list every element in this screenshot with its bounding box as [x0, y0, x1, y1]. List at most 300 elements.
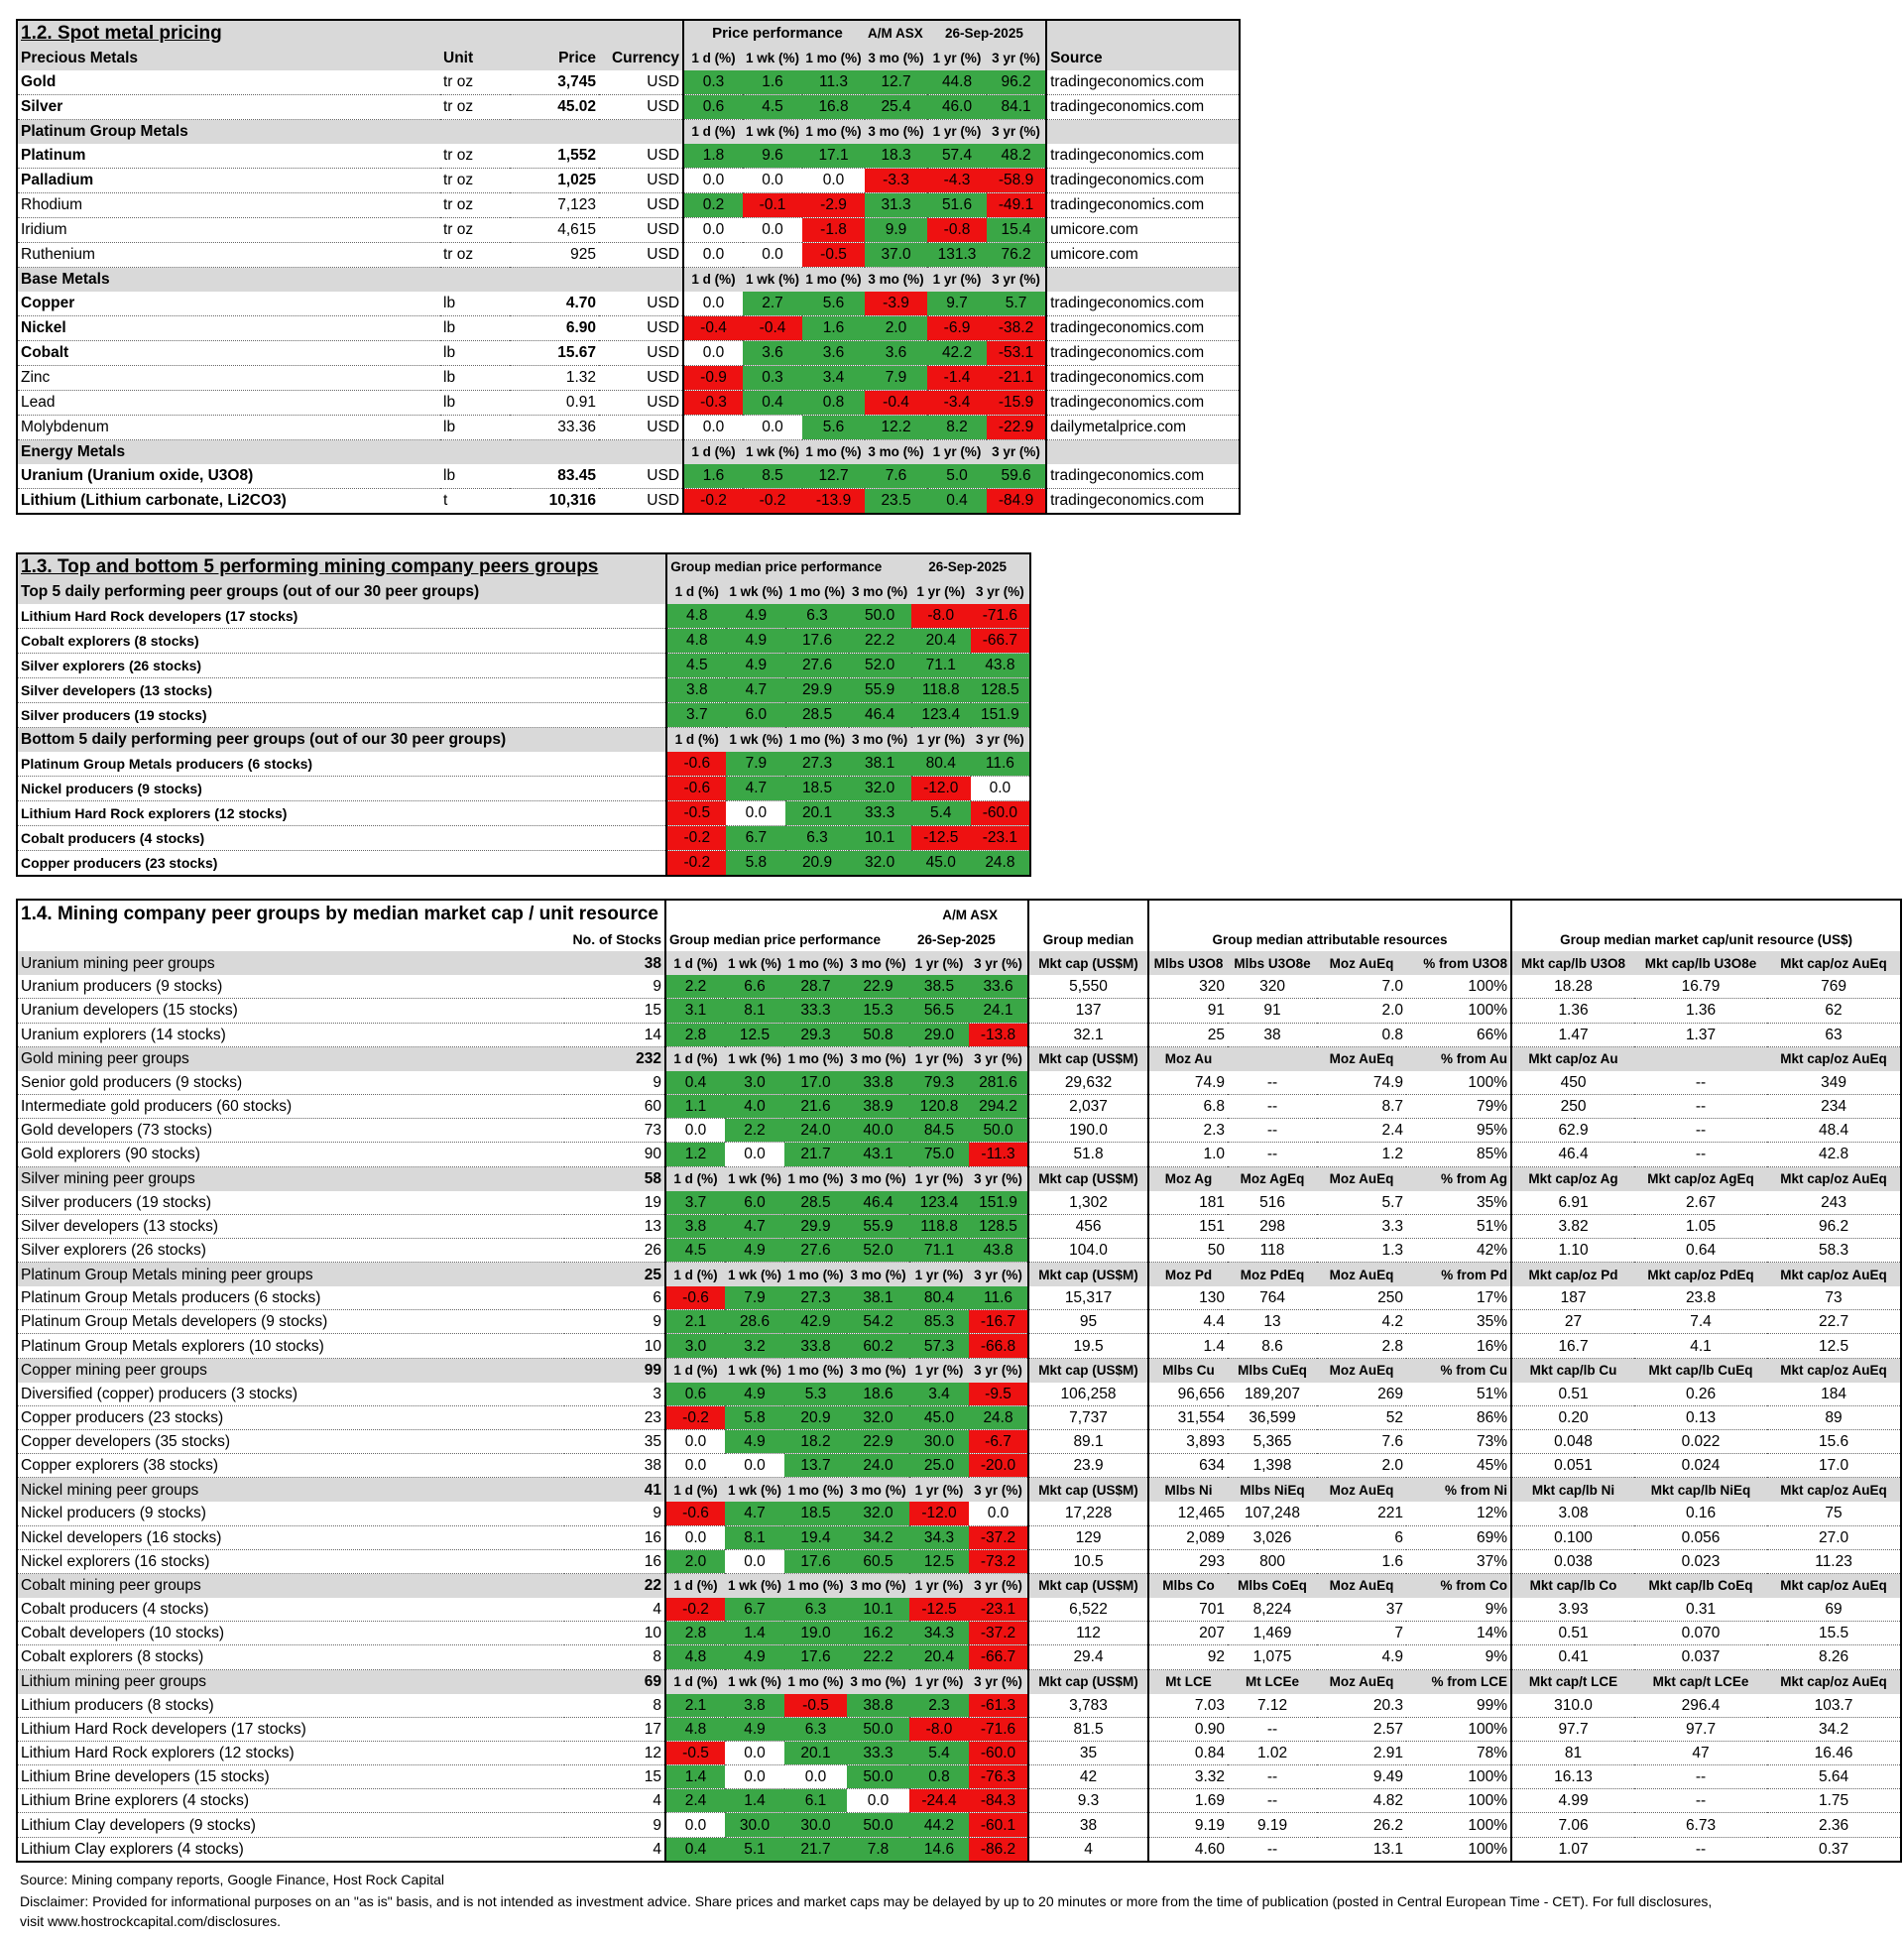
- perf-cell: 45.0: [911, 851, 971, 877]
- perf-cell: 38.8: [847, 1694, 909, 1718]
- peer-group-name: Cobalt producers (4 stocks): [17, 1598, 564, 1622]
- table-row: [17, 1094, 1901, 1118]
- perf-cell: 21.6: [784, 1094, 847, 1118]
- unit: lb: [440, 341, 510, 366]
- metric-value: 13: [1228, 1310, 1317, 1334]
- perf-cell: -73.2: [969, 1549, 1028, 1573]
- perf-header: 1 yr (%): [909, 1263, 969, 1287]
- blank: [1028, 900, 1148, 928]
- metric-header: Moz Pd: [1148, 1263, 1228, 1287]
- perf-cell: 85.3: [909, 1310, 969, 1334]
- metric-value: 634: [1148, 1454, 1228, 1478]
- metric-value: 48.4: [1767, 1119, 1901, 1143]
- source: tradingeconomics.com: [1046, 169, 1240, 193]
- perf-cell: 28.6: [725, 1310, 784, 1334]
- metric-header: Mkt cap/oz AuEq: [1767, 1166, 1901, 1191]
- date-label: 26-Sep-2025: [945, 26, 1023, 41]
- metric-value: 4.82: [1317, 1789, 1406, 1813]
- metric-header: Mkt cap/oz Ag: [1511, 1166, 1634, 1191]
- peer-group-name: Lithium Clay developers (9 stocks): [17, 1813, 564, 1837]
- perf-cell: 20.9: [785, 851, 848, 877]
- metric-value: 7.06: [1511, 1813, 1634, 1837]
- perf-cell: 19.4: [784, 1525, 847, 1549]
- perf-cell: 120.8: [909, 1094, 969, 1118]
- stock-count: 9: [564, 975, 665, 999]
- peer-group-name: Platinum Group Metals producers (6 stocks): [17, 1286, 564, 1310]
- perf-cell: -0.2: [666, 851, 726, 877]
- perf-cell: 7.9: [726, 752, 785, 777]
- source: tradingeconomics.com: [1046, 489, 1240, 515]
- perf-cell: 1.6: [802, 316, 865, 341]
- group-header-row: [17, 1166, 1901, 1191]
- table-row: [17, 1837, 1901, 1862]
- metric-header: Moz AuEq: [1317, 1358, 1406, 1383]
- perf-header: 3 mo (%): [865, 268, 927, 293]
- metric-value: 4.9: [1317, 1645, 1406, 1669]
- metric-header: Moz AuEq: [1317, 951, 1406, 975]
- perf-cell: 50.0: [847, 1717, 909, 1741]
- metal-name: Ruthenium: [17, 243, 440, 268]
- perf-cell: 17.6: [785, 629, 848, 654]
- metric-header: Mkt cap (US$M): [1028, 1478, 1148, 1503]
- metric-value: 16.79: [1634, 975, 1767, 999]
- metric-value: 104.0: [1028, 1238, 1148, 1262]
- perf-cell: 13.7: [784, 1454, 847, 1478]
- perf-header: 3 yr (%): [969, 1669, 1028, 1694]
- perf-header: 1 yr (%): [909, 1478, 969, 1503]
- perf-cell: 20.4: [911, 629, 971, 654]
- perf-cell: 29.3: [784, 1023, 847, 1046]
- perf-cell: 34.2: [847, 1525, 909, 1549]
- perf-cell: -0.9: [683, 366, 743, 391]
- metric-value: 2.8: [1317, 1334, 1406, 1358]
- metric-header: [1634, 1046, 1767, 1071]
- mktcap-title: Group median market cap/unit resource (US$): [1511, 928, 1901, 951]
- perf-cell: 4.7: [726, 777, 785, 801]
- metric-value: 1.36: [1511, 999, 1634, 1023]
- perf-cell: 38.1: [847, 1286, 909, 1310]
- metric-value: 0.022: [1634, 1430, 1767, 1454]
- perf-cell: 34.3: [909, 1622, 969, 1645]
- perf-cell: 0.0: [971, 777, 1030, 801]
- metric-value: 12,465: [1148, 1502, 1228, 1525]
- metric-header: % from Ag: [1406, 1166, 1511, 1191]
- metric-value: 207: [1148, 1622, 1228, 1645]
- perf-cell: -0.5: [802, 243, 865, 268]
- perf-cell: 18.5: [785, 777, 848, 801]
- unit: tr oz: [440, 70, 510, 95]
- perf-cell: 27.3: [784, 1286, 847, 1310]
- metric-value: 4.60: [1148, 1837, 1228, 1862]
- metric-value: 97.7: [1511, 1717, 1634, 1741]
- metric-value: 3.93: [1511, 1598, 1634, 1622]
- metric-value: 11.23: [1767, 1549, 1901, 1573]
- metric-header: Mkt cap/oz AuEq: [1767, 1263, 1901, 1287]
- metric-value: 100%: [1406, 1071, 1511, 1095]
- perf-cell: 3.4: [802, 366, 865, 391]
- metric-value: 118: [1228, 1238, 1317, 1262]
- metric-header: Mkt cap (US$M): [1028, 1263, 1148, 1287]
- metric-value: 320: [1228, 975, 1317, 999]
- perf-cell: 0.4: [927, 489, 987, 515]
- metric-value: 26.2: [1317, 1813, 1406, 1837]
- perf-cell: 3.4: [909, 1383, 969, 1406]
- metric-value: 16%: [1406, 1334, 1511, 1358]
- metric-value: 17%: [1406, 1286, 1511, 1310]
- perf-header: 1 mo (%): [784, 1166, 847, 1191]
- perf-cell: 32.0: [849, 851, 911, 877]
- peer-group-name: Gold explorers (90 stocks): [17, 1143, 564, 1166]
- metric-value: 51%: [1406, 1214, 1511, 1238]
- perf-cell: 4.9: [725, 1383, 784, 1406]
- perf-cell: 0.4: [743, 391, 802, 416]
- perf-cell: 0.0: [784, 1765, 847, 1789]
- group-name: Gold mining peer groups: [17, 1046, 564, 1071]
- peer-group-name: Lithium Hard Rock developers (17 stocks): [17, 604, 666, 629]
- metric-value: 130: [1148, 1286, 1228, 1310]
- perf-cell: 2.2: [665, 975, 725, 999]
- table-row: [17, 218, 1240, 243]
- metric-value: 27.0: [1767, 1525, 1901, 1549]
- perf-header: 1 yr (%): [927, 440, 987, 465]
- perf-cell: 0.8: [802, 391, 865, 416]
- perf-cell: 50.0: [969, 1119, 1028, 1143]
- perf-cell: -0.3: [683, 391, 743, 416]
- perf-cell: 0.4: [665, 1837, 725, 1862]
- perf-cell: 0.0: [665, 1119, 725, 1143]
- source: tradingeconomics.com: [1046, 366, 1240, 391]
- metal-name: Nickel: [17, 316, 440, 341]
- table-row: [17, 243, 1240, 268]
- perf-cell: 71.1: [911, 654, 971, 678]
- perf-cell: 6.3: [785, 604, 848, 629]
- metric-value: --: [1228, 1789, 1317, 1813]
- metric-value: 5.64: [1767, 1765, 1901, 1789]
- perf-cell: -71.6: [971, 604, 1030, 629]
- metric-value: 31,554: [1148, 1405, 1228, 1429]
- perf-cell: -12.5: [909, 1598, 969, 1622]
- table-row: [17, 1502, 1901, 1525]
- stock-count: 60: [564, 1094, 665, 1118]
- peer-group-name: Platinum Group Metals developers (9 stocks): [17, 1310, 564, 1334]
- peer-group-name: Uranium explorers (14 stocks): [17, 1023, 564, 1046]
- metric-value: 3.08: [1511, 1502, 1634, 1525]
- metric-value: 74.9: [1148, 1071, 1228, 1095]
- perf-cell: 3.7: [666, 703, 726, 728]
- perf-cell: 50.0: [849, 604, 911, 629]
- perf-cell: 22.2: [849, 629, 911, 654]
- perf-cell: 30.0: [784, 1813, 847, 1837]
- perf-cell: 38.1: [849, 752, 911, 777]
- perf-cell: 28.5: [784, 1191, 847, 1215]
- perf-header: 1 mo (%): [802, 268, 865, 293]
- perf-cell: 2.2: [725, 1119, 784, 1143]
- metric-value: 15.5: [1767, 1622, 1901, 1645]
- unit: t: [440, 489, 510, 515]
- metric-header: Moz AuEq: [1317, 1166, 1406, 1191]
- metric-value: 456: [1028, 1214, 1148, 1238]
- metric-value: 100%: [1406, 975, 1511, 999]
- perf-cell: 45.0: [909, 1405, 969, 1429]
- metric-value: 100%: [1406, 999, 1511, 1023]
- metric-value: 95%: [1406, 1119, 1511, 1143]
- perf-header: 1 d (%): [683, 268, 743, 293]
- perf-header: 1 wk (%): [725, 1478, 784, 1503]
- metric-header: Mkt cap/oz AuEq: [1767, 1046, 1901, 1071]
- perf-header: 3 yr (%): [971, 728, 1030, 753]
- perf-header: 3 yr (%): [969, 1263, 1028, 1287]
- metric-value: 0.023: [1634, 1549, 1767, 1573]
- metric-value: 1.75: [1767, 1789, 1901, 1813]
- perf-cell: 75.0: [909, 1143, 969, 1166]
- source: dailymetalprice.com: [1046, 416, 1240, 440]
- perf-cell: 4.9: [725, 1430, 784, 1454]
- unit: lb: [440, 292, 510, 316]
- perf-cell: 33.3: [849, 801, 911, 826]
- perf-cell: -0.2: [743, 489, 802, 515]
- peer-group-name: Copper explorers (38 stocks): [17, 1454, 564, 1478]
- currency: USD: [599, 416, 683, 440]
- perf-header: 3 mo (%): [865, 47, 927, 70]
- peer-group-name: Copper producers (23 stocks): [17, 1405, 564, 1429]
- currency: USD: [599, 391, 683, 416]
- perf-cell: 22.2: [847, 1645, 909, 1669]
- perf-header: 1 d (%): [665, 1166, 725, 1191]
- metric-value: --: [1634, 1143, 1767, 1166]
- perf-cell: 46.4: [849, 703, 911, 728]
- stock-count: 3: [564, 1383, 665, 1406]
- stock-count: 73: [564, 1119, 665, 1143]
- perf-cell: 2.0: [665, 1549, 725, 1573]
- metric-header: Mkt cap/oz AuEq: [1767, 1669, 1901, 1694]
- metric-value: 25: [1148, 1023, 1228, 1046]
- perf-cell: 55.9: [849, 678, 911, 703]
- metric-value: 2.67: [1634, 1191, 1767, 1215]
- group-stock-count: 38: [564, 951, 665, 975]
- perf-cell: 3.6: [802, 341, 865, 366]
- perf-header: 1 wk (%): [725, 1358, 784, 1383]
- table-row: [17, 489, 1240, 515]
- table-row: [17, 1310, 1901, 1334]
- metric-value: 45%: [1406, 1454, 1511, 1478]
- stock-count: 4: [564, 1789, 665, 1813]
- perf-header: 1 d (%): [665, 1358, 725, 1383]
- peer-group-name: Nickel explorers (16 stocks): [17, 1549, 564, 1573]
- perf-header: 3 mo (%): [865, 440, 927, 465]
- peer-group-name: Lithium Hard Rock explorers (12 stocks): [17, 801, 666, 826]
- stock-count: 9: [564, 1310, 665, 1334]
- perf-header: 1 wk (%): [743, 120, 802, 145]
- perf-cell: 50.0: [847, 1813, 909, 1837]
- price: 45.02: [510, 95, 599, 120]
- perf-cell: -84.9: [987, 489, 1046, 515]
- metric-value: 5,550: [1028, 975, 1148, 999]
- metric-value: 6.73: [1634, 1813, 1767, 1837]
- perf-header: 3 mo (%): [847, 1573, 909, 1598]
- exchange-cell: A/M ASX: [665, 900, 1028, 928]
- metric-value: 3.3: [1317, 1214, 1406, 1238]
- perf-cell: 3.2: [725, 1334, 784, 1358]
- perf-cell: 0.0: [969, 1502, 1028, 1525]
- table-row: [17, 391, 1240, 416]
- perf-cell: -0.5: [784, 1694, 847, 1718]
- metric-value: 2.0: [1317, 1454, 1406, 1478]
- source: tradingeconomics.com: [1046, 341, 1240, 366]
- table-row: [17, 1622, 1901, 1645]
- metric-value: 1,469: [1228, 1622, 1317, 1645]
- perf-header: 3 mo (%): [847, 1478, 909, 1503]
- group-header-row: [17, 440, 1240, 465]
- table-row: [17, 1549, 1901, 1573]
- perf-title-group: [665, 928, 1028, 951]
- metric-value: 4.4: [1148, 1310, 1228, 1334]
- perf-cell: 32.0: [847, 1405, 909, 1429]
- perf-header: 3 yr (%): [969, 1573, 1028, 1598]
- perf-header: 1 wk (%): [743, 440, 802, 465]
- perf-cell: -12.0: [911, 777, 971, 801]
- perf-cell: 0.0: [725, 1454, 784, 1478]
- perf-cell: -53.1: [987, 341, 1046, 366]
- perf-cell: 5.3: [784, 1383, 847, 1406]
- perf-cell: 29.9: [784, 1214, 847, 1238]
- section-title: 1.2. Spot metal pricing: [17, 20, 683, 47]
- group-name: Top 5 daily performing peer groups (out of our 30 peer groups): [17, 580, 666, 604]
- group-header-row: [17, 1263, 1901, 1287]
- perf-cell: 3.8: [665, 1214, 725, 1238]
- perf-cell: 0.6: [683, 95, 743, 120]
- group-name: Platinum Group Metals: [17, 120, 440, 145]
- table-row: [17, 629, 1030, 654]
- perf-cell: 12.5: [725, 1023, 784, 1046]
- metric-value: 73: [1767, 1286, 1901, 1310]
- perf-cell: 4.5: [666, 654, 726, 678]
- perf-cell: 0.0: [683, 292, 743, 316]
- stock-count: 16: [564, 1549, 665, 1573]
- metric-value: 1,398: [1228, 1454, 1317, 1478]
- metric-value: 298: [1228, 1214, 1317, 1238]
- metric-value: 184: [1767, 1383, 1901, 1406]
- perf-cell: 33.8: [847, 1071, 909, 1095]
- perf-cell: 5.4: [909, 1741, 969, 1764]
- table-row: [17, 801, 1030, 826]
- unit-header: Unit: [440, 47, 510, 70]
- metric-value: 19.5: [1028, 1334, 1148, 1358]
- metric-value: 20.3: [1317, 1694, 1406, 1718]
- perf-cell: -22.9: [987, 416, 1046, 440]
- perf-cell: 20.4: [909, 1645, 969, 1669]
- unit: lb: [440, 391, 510, 416]
- metric-value: 0.41: [1511, 1645, 1634, 1669]
- perf-cell: 3.6: [865, 341, 927, 366]
- currency: USD: [599, 70, 683, 95]
- table-row: [17, 1405, 1901, 1429]
- metric-value: 9%: [1406, 1645, 1511, 1669]
- perf-cell: 0.0: [743, 243, 802, 268]
- perf-cell: -76.3: [969, 1765, 1028, 1789]
- metric-value: 8.26: [1767, 1645, 1901, 1669]
- perf-cell: -15.9: [987, 391, 1046, 416]
- metric-value: 0.8: [1317, 1023, 1406, 1046]
- table-row: [17, 1645, 1901, 1669]
- metric-value: 99%: [1406, 1694, 1511, 1718]
- perf-cell: 16.2: [847, 1622, 909, 1645]
- perf-cell: 11.6: [971, 752, 1030, 777]
- perf-cell: 0.0: [725, 1549, 784, 1573]
- metric-header: % from Pd: [1406, 1263, 1511, 1287]
- perf-cell: 5.4: [911, 801, 971, 826]
- metric-header: Moz AuEq: [1317, 1573, 1406, 1598]
- metric-value: 52: [1317, 1405, 1406, 1429]
- perf-cell: 2.0: [865, 316, 927, 341]
- date-label: 26-Sep-2025: [928, 559, 1008, 574]
- unit: tr oz: [440, 144, 510, 169]
- metric-value: 100%: [1406, 1813, 1511, 1837]
- table-row: [17, 1071, 1901, 1095]
- source: umicore.com: [1046, 218, 1240, 243]
- metric-header: Mkt cap/oz AuEq: [1767, 951, 1901, 975]
- stock-count: 10: [564, 1622, 665, 1645]
- peer-group-name: Nickel producers (9 stocks): [17, 1502, 564, 1525]
- currency: USD: [599, 95, 683, 120]
- stock-count: 12: [564, 1741, 665, 1764]
- metric-value: 78%: [1406, 1741, 1511, 1764]
- perf-cell: 0.3: [683, 70, 743, 95]
- perf-cell: 57.4: [927, 144, 987, 169]
- perf-cell: 2.1: [665, 1694, 725, 1718]
- peer-group-name: Lithium Hard Rock developers (17 stocks): [17, 1717, 564, 1741]
- perf-cell: 44.8: [927, 70, 987, 95]
- metric-value: 1.6: [1317, 1549, 1406, 1573]
- metric-value: 450: [1511, 1071, 1634, 1095]
- metric-value: 17.0: [1767, 1454, 1901, 1478]
- metric-value: 75: [1767, 1502, 1901, 1525]
- section-title: 1.3. Top and bottom 5 performing mining company peers groups: [17, 553, 666, 580]
- perf-cell: 0.0: [665, 1525, 725, 1549]
- perf-cell: 1.8: [683, 144, 743, 169]
- table-row: [17, 95, 1240, 120]
- price: 1,025: [510, 169, 599, 193]
- metric-value: 293: [1148, 1549, 1228, 1573]
- perf-cell: 151.9: [969, 1191, 1028, 1215]
- metric-value: 112: [1028, 1622, 1148, 1645]
- perf-cell: 23.5: [865, 489, 927, 515]
- table-row: [17, 1741, 1901, 1764]
- metric-value: 0.64: [1634, 1238, 1767, 1262]
- peer-group-name: Silver developers (13 stocks): [17, 678, 666, 703]
- currency: USD: [599, 169, 683, 193]
- perf-header: 3 yr (%): [987, 268, 1046, 293]
- metric-header: % from Ni: [1406, 1478, 1511, 1503]
- no-stocks-header: No. of Stocks: [572, 931, 662, 948]
- metal-name: Copper: [17, 292, 440, 316]
- perf-header: 1 wk (%): [725, 1263, 784, 1287]
- perf-cell: 24.8: [969, 1405, 1028, 1429]
- group-name: Uranium mining peer groups: [17, 951, 564, 975]
- group-header-row: [17, 1669, 1901, 1694]
- metric-value: 51%: [1406, 1383, 1511, 1406]
- perf-cell: 4.8: [666, 629, 726, 654]
- perf-cell: 27.6: [784, 1238, 847, 1262]
- stock-count: 38: [564, 1454, 665, 1478]
- currency: USD: [599, 243, 683, 268]
- perf-cell: -1.8: [802, 218, 865, 243]
- metric-header: Mkt cap/lb CoEq: [1634, 1573, 1767, 1598]
- perf-cell: 1.4: [725, 1622, 784, 1645]
- perf-cell: -24.4: [909, 1789, 969, 1813]
- stock-count: 9: [564, 1502, 665, 1525]
- perf-header: 3 mo (%): [865, 120, 927, 145]
- metric-value: 1.05: [1634, 1214, 1767, 1238]
